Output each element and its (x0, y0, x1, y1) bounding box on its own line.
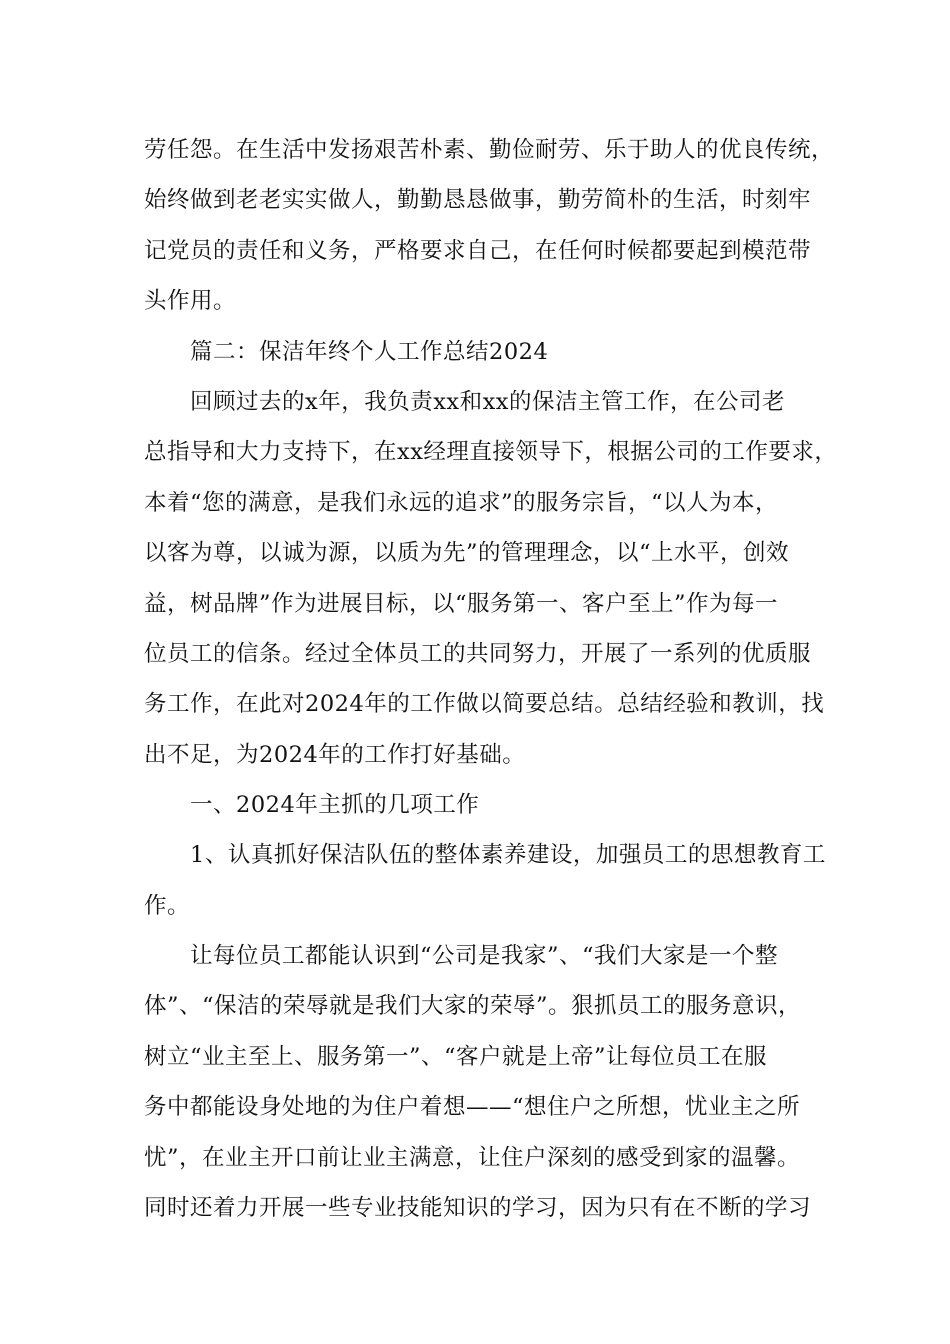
text-line: 忧”，在业主开口前让业主满意，让住户深刻的感受到家的温馨。 (144, 1145, 801, 1171)
text-line: 让每位员工都能认识到“公司是我家”、“我们大家是一个整 (190, 943, 779, 969)
text-line: 益，树品牌”作为进展目标，以“服务第一、客户至上”作为每一 (144, 591, 779, 617)
section-heading: 篇二：保洁年终个人工作总结2024 (190, 339, 549, 365)
text-line: 树立“业主至上、服务第一”、“客户就是上帝”让每位员工在服 (144, 1044, 768, 1070)
text-line: 务工作，在此对2024年的工作做以简要总结。总结经验和教训，找 (144, 691, 825, 717)
text-line: 记党员的责任和义务，严格要求自己，在任何时候都要起到模范带 (144, 238, 812, 264)
text-line: 以客为尊，以诚为源，以质为先”的管理理念，以“上水平，创效 (144, 540, 790, 566)
text-line: 位员工的信条。经过全体员工的共同努力，开展了一系列的优质服 (144, 641, 812, 667)
text-line: 劳任怨。在生活中发扬艰苦朴素、勤俭耐劳、乐于助人的优良传统， (144, 137, 835, 163)
text-line: 本着“您的满意，是我们永远的追求”的服务宗旨，“以人为本， (144, 490, 779, 516)
section-heading: 一、2024年主抓的几项工作 (190, 792, 480, 818)
text-line: 总指导和大力支持下，在xx经理直接领导下，根据公司的工作要求， (144, 439, 838, 465)
text-line: 同时还着力开展一些专业技能知识的学习，因为只有在不断的学习 (144, 1195, 812, 1221)
text-line: 头作用。 (144, 288, 237, 314)
text-line: 作。 (144, 893, 191, 919)
text-line: 始终做到老老实实做人，勤勤恳恳做事，勤劳简朴的生活，时刻牢 (144, 187, 812, 213)
text-line: 出不足，为2024年的工作打好基础。 (144, 742, 526, 768)
text-line: 体”、“保洁的荣辱就是我们大家的荣辱”。狠抓员工的服务意识， (144, 993, 802, 1019)
text-line: 务中都能设身处地的为住户着想——“想住户之所想，忧业主之所 (144, 1094, 801, 1120)
text-line: 1、认真抓好保洁队伍的整体素养建设，加强员工的思想教育工 (190, 842, 826, 868)
text-line: 回顾过去的x年，我负责xx和xx的保洁主管工作，在公司老 (190, 389, 785, 415)
